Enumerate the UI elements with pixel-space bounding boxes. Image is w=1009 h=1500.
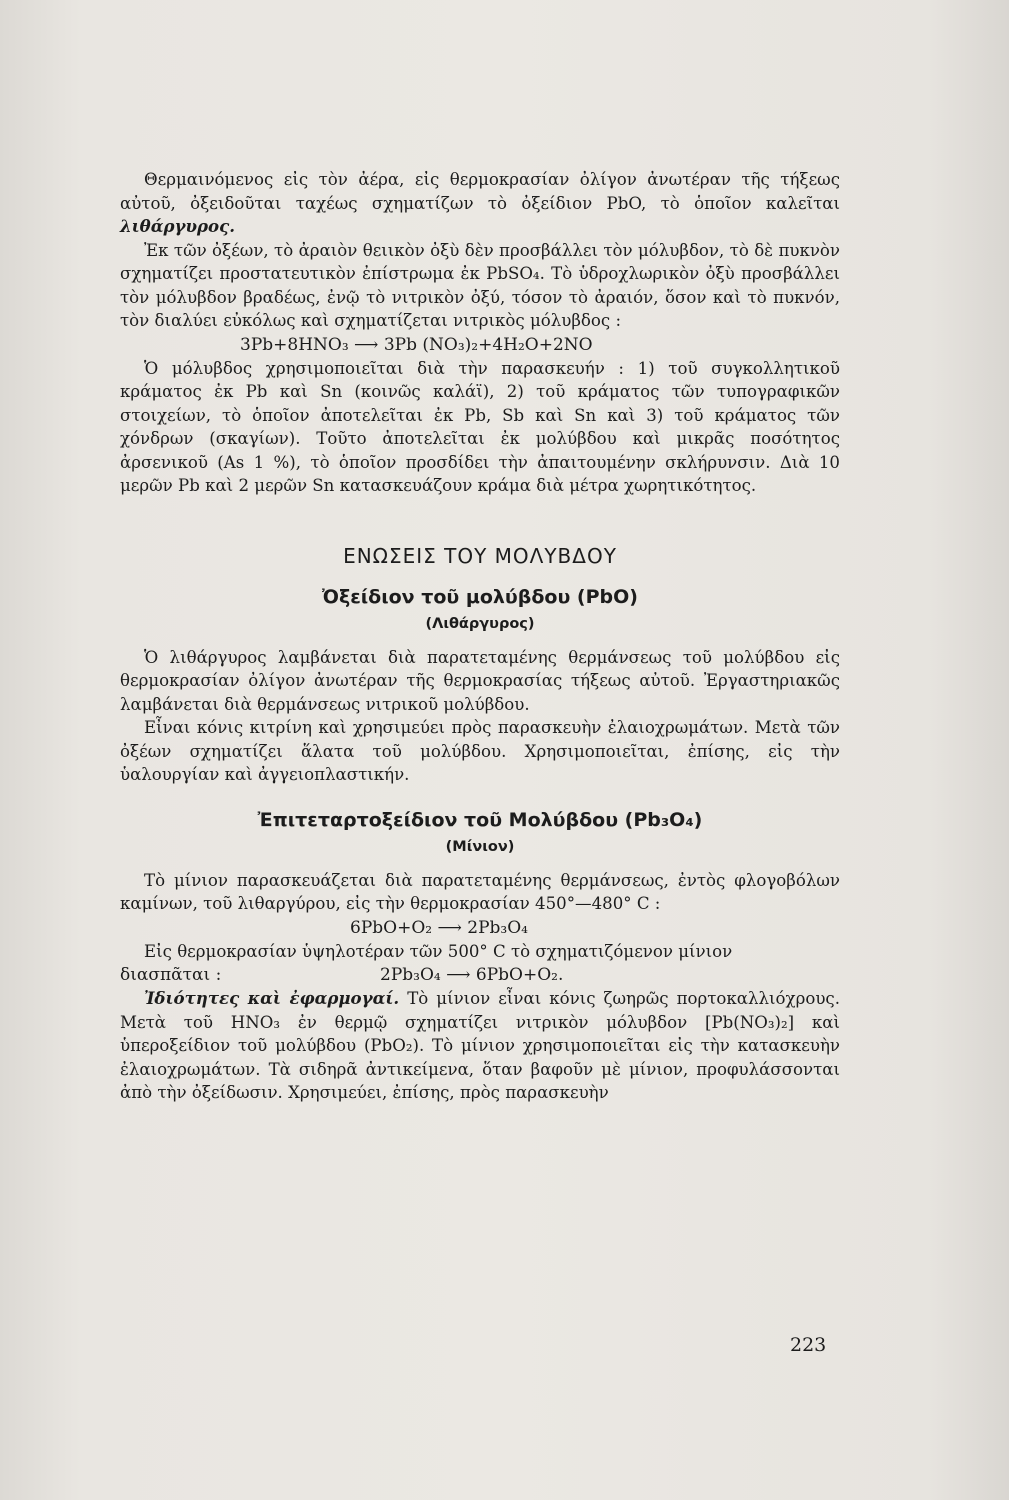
paragraph-minium-props (120, 987, 840, 1105)
paragraph-litharge-props: Εἶναι κόνις κιτρίνη καὶ χρησιμεύει πρὸς παρασκευὴν ἐλαιοχρωμάτων. Μετὰ τῶν ὀξέων σχηματίζει ἅλατα τοῦ μολύβδου. Χρησιμοποιεῖται, ἐπίσης, εἰς τὴν ὑαλουργίαν καὶ ἀγγειοπλαστικήν. (120, 718, 840, 784)
paragraph-minium-decomp: Εἰς θερμοκρασίαν ὑψηλοτέραν τῶν 500° C τὸ σχηματιζόμενον μίνιον (144, 941, 733, 961)
term-litharge: λιθάργυρος. (120, 216, 235, 236)
paragraph-minium-prep: Τὸ μίνιον παρασκευάζεται διὰ παρατεταμένης θερμάνσεως, ἐντὸς φλογοβόλων καμίνων, τοῦ λιθαργύρου, εἰς τὴν θερμοκρασίαν 450°—480° C : (120, 870, 840, 913)
paragraph-heating-text: Θερμαινόμενος εἰς τὸν ἀέρα, εἰς θερμοκρασίαν ὀλίγον ἀνωτέραν τῆς τήξεως αὐτοῦ, ὀξειδοῦται ταχέως σχηματίζων τὸ ὀξείδιον PbO, τὸ ὁποῖον καλεῖται (120, 170, 840, 213)
oxide-subheading: (Λιθάργυρος) (425, 615, 535, 632)
equation-nitric: 3Pb+8HNO₃ ⟶ 3Pb (NO₃)₂+4H₂O+2NO (240, 334, 593, 355)
paragraph-uses: Ὁ μόλυβδος χρησιμοποιεῖται διὰ τὴν παρασκευήν : 1) τοῦ συγκολλητικοῦ κράματος ἐκ Pb καὶ Sn (κοινῶς καλάϊ), 2) τοῦ κράματος τῶν τυπογραφικῶν στοιχείων, τὸ ὁποῖον ἀποτελεῖται ἐκ Pb, Sb καὶ Sn καὶ 3) τοῦ κράματος τῶν χόνδρων (σκαγίων). Τοῦτο ἀποτελεῖται ἐκ μολύβδου καὶ μικρᾶς ποσότητος ἀρσενικοῦ (As 1 %), τὸ ὁποῖον προσδίδει τὴν ἀπαιτουμένην σκλήρυνσιν. Διὰ 10 μερῶν Pb καὶ 2 μερῶν Sn κατασκευάζουν κράμα διὰ μέτρα χωρητικότητος. (120, 358, 840, 495)
equation-minium-decomposition-row (120, 963, 840, 987)
minium-heading: Ἐπιτεταρτοξείδιον τοῦ Μολύβδου (Pb₃O₄) (257, 808, 703, 831)
spacer (120, 787, 840, 809)
equation-minium-decomposition: 2Pb₃O₄ ⟶ 6PbO+O₂. (380, 965, 564, 985)
decomposition-label: διασπᾶται : (120, 965, 222, 985)
oxide-heading: Ὀξείδιον τοῦ μολύβδου (PbO) (322, 585, 638, 608)
paragraph-litharge-prep: Ὁ λιθάργυρος λαμβάνεται διὰ παρατεταμένης θερμάνσεως τοῦ μολύβδου εἰς θερμοκρασίαν ὀλίγον ἀνωτέραν τῆς θερμοκρασίας τήξεως αὐτοῦ. Ἐργαστηριακῶς λαμβάνεται διὰ θερμάνσεως νιτρικοῦ μολύβδου. (120, 647, 840, 714)
term-properties: Ἰδιότητες καὶ ἐφαρμογαί. (144, 988, 400, 1008)
paragraph-acids: Ἐκ τῶν ὀξέων, τὸ ἀραιὸν θειικὸν ὀξὺ δὲν προσβάλλει τὸν μόλυβδον, τὸ δὲ πυκνὸν σχηματίζει προστατευτικὸν ἐπίστρωμα ἐκ PbSO₄. Τὸ ὑδροχλωρικὸν ὀξὺ προσβάλλει τὸν μόλυβδον βραδέως, ἐνῷ τὸ νιτρικὸν ὀξύ, τόσον τὸ ἀραιόν, ὅσον καὶ τὸ πυκνόν, τὸν διαλύει εὐκόλως καὶ σχηματίζεται νιτρικὸς μόλυβδος : (120, 240, 840, 330)
paragraph-heating (120, 168, 840, 239)
minium-subheading: (Μίνιον) (445, 838, 515, 855)
page-number: 223 (790, 1334, 827, 1356)
paragraph-minium-props-text: Τὸ μίνιον εἶναι κόνις ζωηρῶς πορτοκαλλιόχρους. Μετὰ τοῦ HNO₃ ἐν θερμῷ σχηματίζει νιτρικὸν μόλυβδον [Pb(NO₃)₂] καὶ ὑπεροξείδιον τοῦ μολύβδου (PbO₂). Τὸ μίνιον χρησιμοποιεῖται εἰς τὴν κατασκευὴν ἐλαιοχρωμάτων. Τὰ σιδηρᾶ ἀντικείμενα, ὅταν βαφοῦν μὲ μίνιον, προφυλάσσονται ἀπὸ τὴν ὀξείδωσιν. Χρησιμεύει, ἐπίσης, πρὸς παρασκευὴν (120, 989, 840, 1102)
equation-minium-formation: 6PbO+O₂ ⟶ 2Pb₃O₄ (350, 917, 528, 938)
text-column (120, 168, 840, 1105)
section-title: ΕΝΩΣΕΙΣ ΤΟΥ ΜΟΛΥΒΔΟΥ (343, 543, 617, 568)
